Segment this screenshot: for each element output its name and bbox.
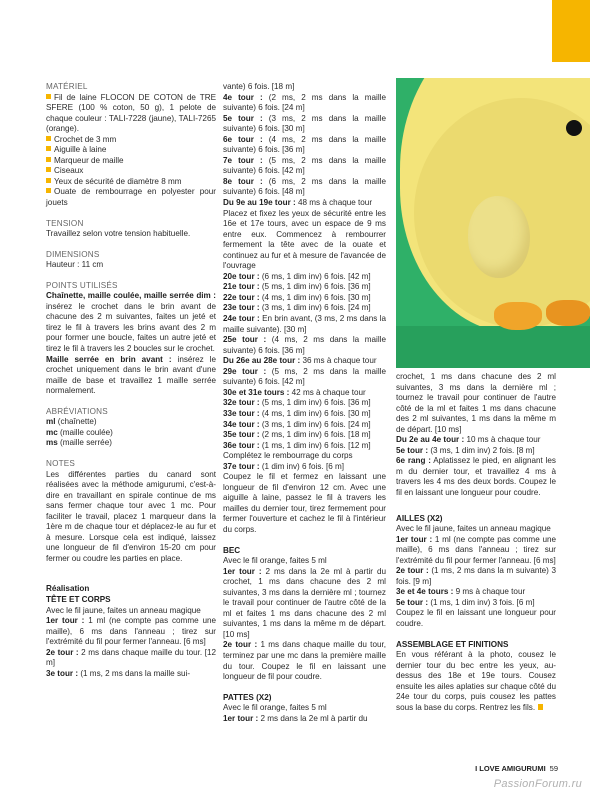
round-entry: 24e tour : En brin avant, (3 ms, 2 ms dans la maille suivante). [30 m] — [223, 314, 386, 334]
duck-wing — [468, 196, 530, 278]
ailes-intro: Avec le fil jaune, faites un anneau magique — [396, 524, 551, 534]
round-entry: 2e tour : (1 ms, 2 ms dans la m suivante) 3 fois. [9 m] — [396, 566, 556, 586]
bullet-icon — [46, 167, 51, 172]
points-entry: Maille serrée en brin avant : insérez le crochet uniquement dans le brin avant d'une maille de base et travaillez 1 maille serrée normalement. — [46, 354, 217, 396]
page-footer — [475, 764, 558, 773]
round-entry: 36e tour : (1 ms, 1 dim inv) 6 fois. [12 m] — [223, 440, 371, 450]
duck-photo — [396, 78, 590, 368]
bullet-icon — [46, 178, 51, 183]
column-1 — [46, 82, 216, 679]
round-entry: 3e tour : (1 ms, 2 ms dans la maille sui- — [46, 668, 191, 678]
round-entry: 23e tour : (3 ms, 1 dim inv) 6 fois. [24 m] — [223, 303, 371, 313]
round-entry: 1er tour : 2 ms dans la 2e ml à partir du — [223, 713, 368, 723]
instruction-text: Complétez le rembourrage du corps — [223, 451, 353, 461]
round-entry: 20e tour : (6 ms, 1 dim inv) 6 fois. [42 m] — [223, 271, 371, 281]
bullet-icon — [46, 136, 51, 141]
round-entry: 22e tour : (4 ms, 1 dim inv) 6 fois. [30 m] — [223, 292, 371, 302]
round-entry: 5e tour : (3 ms, 2 ms dans la maille suivante) 6 fois. [30 m] — [223, 113, 386, 134]
pattes-heading: PATTES (X2) — [223, 692, 272, 702]
round-entry: 33e tour : (4 ms, 1 dim inv) 6 fois. [30 m] — [223, 408, 371, 418]
round-entry: 1er tour : 2 ms dans la 2e ml à partir du crochet, 1 ms dans chacune des 2 ml suivantes, 3 ms dans la dernière ml ; tournez le travail pour continuer de l'autre côté de la ml et faites 1 ms dans chacune des 2 ml suivantes, 1 ms dans la même m de départ. [10 ms] — [223, 566, 386, 639]
bullet-icon — [46, 94, 51, 99]
materiel-item: Yeux de sécurité de diamètre 8 mm — [46, 177, 216, 188]
corner-tab — [552, 0, 590, 62]
abreviation-item: ml (chaînette) — [46, 417, 97, 427]
points-label: POINTS UTILISÉS — [46, 280, 118, 290]
round-entry: 1er tour : 1 ml (ne compte pas comme une maille), 6 ms dans l'anneau ; tirez sur l'extrémité du fil pour fermer l'anneau. [6 ms] — [396, 534, 556, 565]
duck-eye — [566, 120, 582, 136]
column-3 — [396, 372, 556, 713]
dimensions-label: DIMENSIONS — [46, 249, 100, 259]
round-entry: 21e tour : (5 ms, 1 dim inv) 6 fois. [36 m] — [223, 282, 371, 292]
assemblage-text: En vous référant à la photo, cousez le dernier tour du bec entre les yeux, au-dessus des 18e et 19e tours. Cousez ensuite les ailes aplaties sur chaque côté du 24e tour du corps, puis cousez les pattes sous la base du corps. Rentrez les fils. — [396, 650, 556, 712]
tension-label: TENSION — [46, 218, 84, 228]
round-entry: 3e et 4e tours : 9 ms à chaque tour — [396, 587, 526, 597]
round-entry: 6e tour : (4 ms, 2 ms dans la maille suivante) 6 fois. [36 m] — [223, 134, 386, 155]
abreviation-item: mc (maille coulée) — [46, 427, 113, 437]
points-entry: Chaînette, maille coulée, maille serrée dim : insérez le crochet dans le brin avant de chacune des 2 m suivantes, faites un jeté et tirez le fil à travers les brins avant des 2 m pour former une boucle, faites un autre jeté et tirez le fil à travers les 2 boucles sur le crochet. — [46, 291, 216, 354]
ailes-heading: AILLES (X2) — [396, 513, 443, 523]
materiel-item: Fil de laine FLOCON DE COTON de TRE SFERE (100 % coton, 50 g), 1 pelote de chaque couleur : TALI-7228 (jaune), TALI-7265 (orange). — [46, 92, 216, 134]
round-entry: 29e tour : (5 ms, 2 ms dans la maille suivante) 6 fois. [42 m] — [223, 366, 386, 387]
round-continuation: vante) 6 fois. [18 m] — [223, 82, 295, 91]
round-entry: 1er tour : 1 ml (ne compte pas comme une maille), 6 ms dans l'anneau ; tirez sur l'extrémité du fil pour fermer l'anneau. [6 ms] — [46, 616, 216, 647]
instruction-text: Coupez le fil en laissant une longueur pour coudre. — [396, 608, 556, 629]
round-entry: 32e tour : (5 ms, 1 dim inv) 6 fois. [36 m] — [223, 398, 371, 408]
bec-intro: Avec le fil orange, faites 5 ml — [223, 556, 327, 566]
materiel-item: Crochet de 3 mm — [46, 135, 216, 146]
assemblage-heading: ASSEMBLAGE ET FINITIONS — [396, 639, 509, 649]
bullet-icon — [46, 188, 51, 193]
round-entry: 6e rang : Aplatissez le pied, en alignant les m du dernier tour, et travaillez 4 ms à travers les 4 ms des deux bords. Coupez le fil en laissant une longueur pour coudre. — [396, 456, 556, 498]
round-entry: 8e tour : (6 ms, 2 ms dans la maille suivante) 6 fois. [48 m] — [223, 176, 386, 197]
materiel-item: Ouate de rembourrage en polyester pour jouets — [46, 187, 216, 208]
duck-foot-left — [494, 302, 542, 330]
round-entry: 5e tour : (3 ms, 1 dim inv) 2 fois. [8 m] — [396, 445, 535, 455]
photo-ground — [396, 326, 590, 368]
round-entry: 5e tour : (1 ms, 1 dim inv) 3 fois. [6 m] — [396, 597, 535, 607]
pattes-intro: Avec le fil orange, faites 5 ml — [223, 703, 327, 713]
tete-corps-heading: TÊTE ET CORPS — [46, 594, 111, 604]
notes-label: NOTES — [46, 458, 75, 468]
round-entry: Du 9e au 19e tour : 48 ms à chaque tour — [223, 198, 373, 208]
duck-foot-right — [546, 300, 590, 326]
column-2 — [223, 82, 386, 724]
magazine-name: I LOVE AMIGURUMI — [475, 764, 546, 773]
dimensions-text: Hauteur : 11 cm — [46, 260, 104, 270]
page-number: 59 — [549, 764, 558, 773]
round-entry: 7e tour : (5 ms, 2 ms dans la maille suivante) 6 fois. [42 m] — [223, 155, 386, 176]
round-entry: 35e tour : (2 ms, 1 dim inv) 6 fois. [18 m] — [223, 430, 371, 440]
materiel-item: Marqueur de maille — [46, 156, 216, 167]
round-entry: 30e et 31e tours : 42 ms à chaque tour — [223, 387, 366, 397]
round-entry: Du 26e au 28e tour : 36 ms à chaque tour — [223, 356, 377, 366]
watermark: PassionForum.ru — [493, 778, 582, 790]
round-entry: 37e tour : (1 dim inv) 6 fois. [6 m] — [223, 461, 345, 471]
bec-heading: BEC — [223, 545, 241, 555]
round-entry: 2e tour : 1 ms dans chaque maille du tour, terminez par une mc dans la première maille du tour. Coupez le fil en laissant une longueur de fil pour coudre. — [223, 640, 386, 682]
round-entry: Du 2e au 4e tour : 10 ms à chaque tour — [396, 435, 541, 445]
round-entry: 34e tour : (3 ms, 1 dim inv) 6 fois. [24 m] — [223, 419, 371, 429]
notes-text: Les différentes parties du canard sont réalisées avec la méthode amigurumi, c'est-à-dire en travaillant en spirale continue de ms sans fermer chaque tour avec 1 mc. Pour faciliter le travail, placez 1 marqueur dans la 1ère m de chaque tour et déplacez-le au fur et à mesure. Lorsque cela est indiqué, laissez une longueur de fil d'environ 15-20 cm pour fermer ou coudre les parties en place. — [46, 469, 216, 563]
materiel-item: Ciseaux — [46, 166, 216, 177]
instruction-text: Placez et fixez les yeux de sécurité entre les 16e et 17e tours, avec un espace de 9 ms entre eux. Commencez à rembourrer fermement la tête avec de la ouate et continuez au fur et à mesure de l'avancée de l'ouvrage — [223, 208, 386, 271]
tete-intro: Avec le fil jaune, faites un anneau magique — [46, 605, 201, 615]
materiel-label: MATÉRIEL — [46, 82, 88, 91]
round-entry: 2e tour : 2 ms dans chaque maille du tour. [12 m] — [46, 647, 216, 668]
abreviation-item: ms (maille serrée) — [46, 438, 112, 448]
round-entry: 25e tour : (4 ms, 2 ms dans la maille suivante) 6 fois. [36 m] — [223, 335, 386, 355]
instruction-text: Coupez le fil et fermez en laissant une longueur de fil d'environ 12 cm. Avec une aiguille à laine, passez le fil à travers les mailles du dernier tour, tirez fermement pour fermer l'ouverture et cachez le fil à l'intérieur du corps. — [223, 472, 386, 534]
bullet-icon — [46, 157, 51, 162]
end-mark-icon — [538, 704, 543, 710]
tension-text: Travaillez selon votre tension habituelle. — [46, 229, 191, 239]
materiel-item: Aiguille à laine — [46, 145, 216, 156]
bullet-icon — [46, 146, 51, 151]
abreviations-label: ABRÉVIATIONS — [46, 406, 108, 416]
round-continuation: crochet, 1 ms dans chacune des 2 ml suivantes, 3 ms dans la dernière ml ; tournez le travail pour continuer de l'autre côté de la ml et faites 1 ms dans chacune des 2 ml suivantes, 1 ms dans la même m de départ. [10 ms] — [396, 372, 556, 434]
realisation-heading: Réalisation — [46, 584, 90, 594]
round-entry: 4e tour : (2 ms, 2 ms dans la maille suivante) 6 fois. [24 m] — [223, 92, 386, 113]
